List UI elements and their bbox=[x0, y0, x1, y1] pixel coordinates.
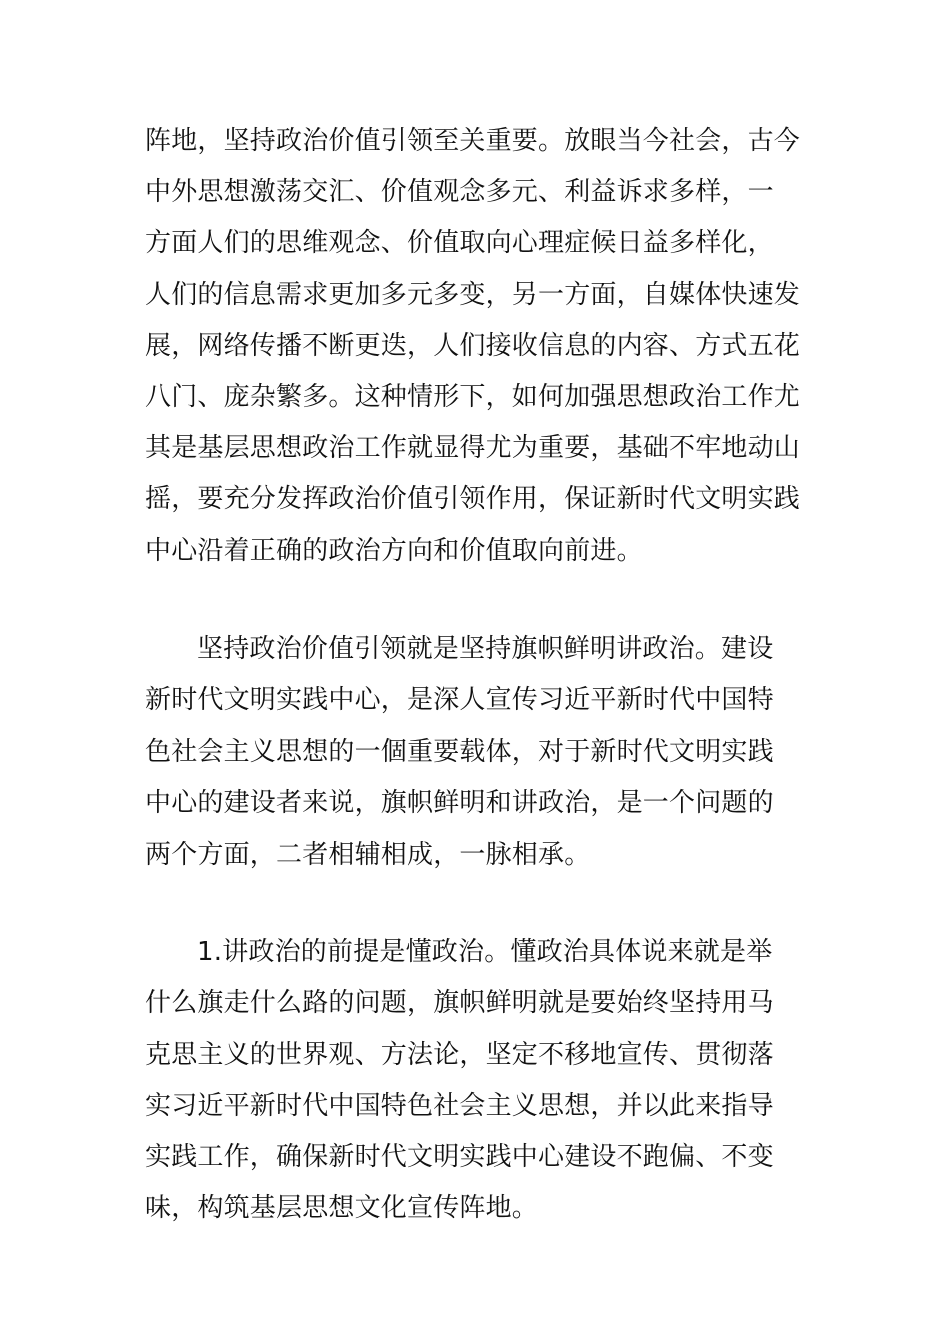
text-line: 其是基层思想政治工作就显得尤为重要，基础不牢地动山 bbox=[145, 433, 801, 463]
text-line: 中心的建设者来说，旗帜鲜明和讲政治，是一个问题的 bbox=[145, 788, 774, 818]
text-line: 新时代文明实践中心，是深人宣传习近平新时代中国特 bbox=[145, 685, 774, 715]
text-line: 两个方面，二者相辅相成，一脉相承。 bbox=[145, 840, 591, 870]
text-line: 方面人们的思维观念、价值取向心理症候日益多样化， bbox=[145, 228, 774, 258]
text-line: 中外思想激荡交汇、价值观念多元、利益诉求多样，一 bbox=[145, 177, 774, 207]
text-line: 实习近平新时代中国特色社会主义思想，并以此来指导 bbox=[145, 1091, 774, 1121]
text-line: 实践工作，确保新时代文明实践中心建设不跑偏、不变 bbox=[145, 1142, 774, 1172]
text-line: 味，构筑基层思想文化宣传阵地。 bbox=[145, 1193, 539, 1223]
text-line: 摇，要充分发挥政治价值引领作用，保证新时代文明实践 bbox=[145, 484, 801, 514]
text-line: 中心沿着正确的政治方向和价值取向前进。 bbox=[145, 536, 643, 566]
text-line: 八门、庞杂繁多。这种情形下，如何加强思想政治工作尤 bbox=[145, 382, 801, 412]
text-line: 什么旗走什么路的问题，旗帜鲜明就是要始终坚持用马 bbox=[145, 988, 774, 1018]
text-line: 展，网络传播不断更迭，人们接收信息的内容、方式五花 bbox=[145, 331, 801, 361]
text-line: 1.讲政治的前提是懂政治。懂政治具体说来就是举 bbox=[197, 937, 773, 967]
text-line: 色社会主义思想的一個重要载体，对于新时代文明实践 bbox=[145, 737, 774, 767]
text-line: 人们的信息需求更加多元多变，另一方面，自媒体快速发 bbox=[145, 280, 801, 310]
text-line: 坚持政治价值引领就是坚持旗帜鲜明讲政治。建设 bbox=[197, 634, 774, 664]
text-line: 克思主义的世界观、方法论，坚定不移地宣传、贯彻落 bbox=[145, 1040, 774, 1070]
text-line: 阵地，坚持政治价值引领至关重要。放眼当今社会，古今 bbox=[145, 126, 801, 156]
